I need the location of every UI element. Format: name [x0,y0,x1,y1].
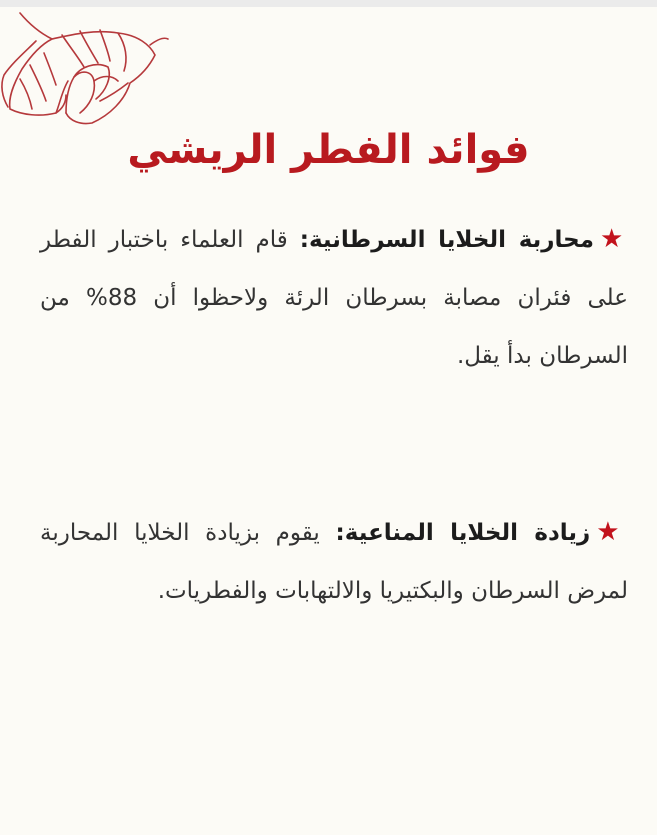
benefit-heading: زيادة الخلايا المناعية: [335,520,591,546]
benefit-text: يقوم بزيادة الخلايا المحاربة لمرض السرطان والبكتيريا والالتهابات والفطريات. [40,520,628,604]
star-icon: ★ [596,517,629,547]
benefit-text: قام العلماء باختبار الفطر على فئران مصابة بسرطان الرئة ولاحظوا أن 88% من السرطان بدأ يقل. [40,227,628,369]
benefit-heading: محاربة الخلايا السرطانية: [299,227,594,253]
benefit-item-cancer [40,210,628,385]
mushroom-illustration-icon [0,5,170,130]
page-title: فوائد الفطر الريشي [127,127,530,173]
star-icon: ★ [599,224,628,254]
benefit-item-immune [40,503,628,620]
